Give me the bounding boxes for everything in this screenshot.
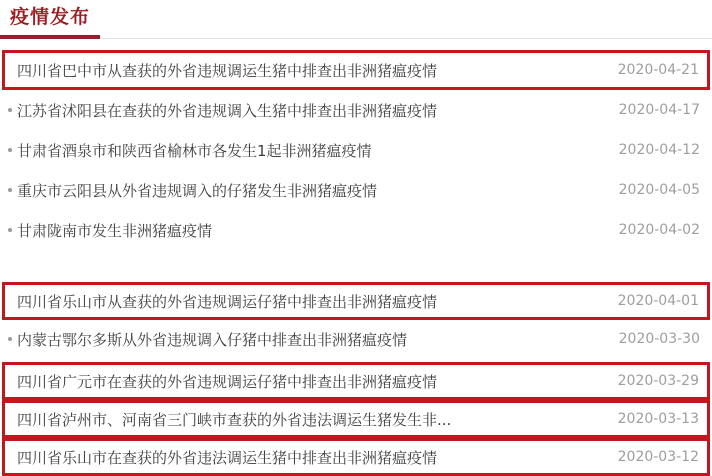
news-date: 2020-03-30 <box>618 331 700 347</box>
news-date: 2020-04-02 <box>618 222 700 238</box>
divider-accent-bar <box>0 35 100 39</box>
news-date: 2020-03-29 <box>617 373 699 389</box>
news-link[interactable]: 甘肃陇南市发生非洲猪瘟疫情 <box>17 221 213 240</box>
news-date: 2020-04-17 <box>618 102 700 118</box>
news-link[interactable]: 四川省广元市在查获的外省违规调运仔猪中排查出非洲猪瘟疫情 <box>17 372 438 391</box>
news-link[interactable]: 重庆市云阳县从外省违规调入的仔猪发生非洲猪瘟疫情 <box>17 181 378 200</box>
bullet-icon <box>8 148 12 152</box>
news-item[interactable] <box>2 438 710 476</box>
section-header <box>0 0 712 29</box>
bullet-icon <box>8 108 12 112</box>
news-date: 2020-04-12 <box>618 142 700 158</box>
news-link[interactable]: 内蒙古鄂尔多斯从外省违规调入仔猪中排查出非洲猪瘟疫情 <box>17 330 408 349</box>
bullet-icon <box>8 228 12 232</box>
news-item[interactable] <box>0 130 712 170</box>
header-divider <box>0 34 712 39</box>
news-item[interactable] <box>2 50 710 90</box>
news-date: 2020-04-01 <box>617 293 699 309</box>
news-date: 2020-03-12 <box>617 449 699 465</box>
news-item[interactable] <box>0 170 712 210</box>
news-link[interactable]: 四川省泸州市、河南省三门峡市查获的外省违法调运生猪发生非... <box>17 410 452 429</box>
news-date: 2020-04-05 <box>618 182 700 198</box>
news-list <box>0 50 712 476</box>
news-link[interactable]: 四川省乐山市从查获的外省违规调运仔猪中排查出非洲猪瘟疫情 <box>17 292 438 311</box>
page-title: 疫情发布 <box>10 6 91 28</box>
news-item[interactable] <box>0 210 712 250</box>
news-item[interactable] <box>2 282 710 320</box>
bullet-icon <box>8 188 12 192</box>
news-item[interactable] <box>0 90 712 130</box>
news-date: 2020-03-13 <box>617 411 699 427</box>
news-link[interactable]: 四川省巴中市从查获的外省违规调运生猪中排查出非洲猪瘟疫情 <box>17 61 438 80</box>
news-link[interactable]: 江苏省沭阳县在查获的外省违规调入生猪中排查出非洲猪瘟疫情 <box>17 101 438 120</box>
news-item[interactable] <box>2 362 710 400</box>
news-item[interactable] <box>2 400 710 438</box>
news-date: 2020-04-21 <box>617 62 699 78</box>
news-item[interactable] <box>0 320 712 358</box>
news-link[interactable]: 四川省乐山市在查获的外省违法调运生猪中排查出非洲猪瘟疫情 <box>17 448 438 467</box>
bullet-icon <box>8 337 12 341</box>
news-link[interactable]: 甘肃省酒泉市和陕西省榆林市各发生1起非洲猪瘟疫情 <box>17 141 372 160</box>
